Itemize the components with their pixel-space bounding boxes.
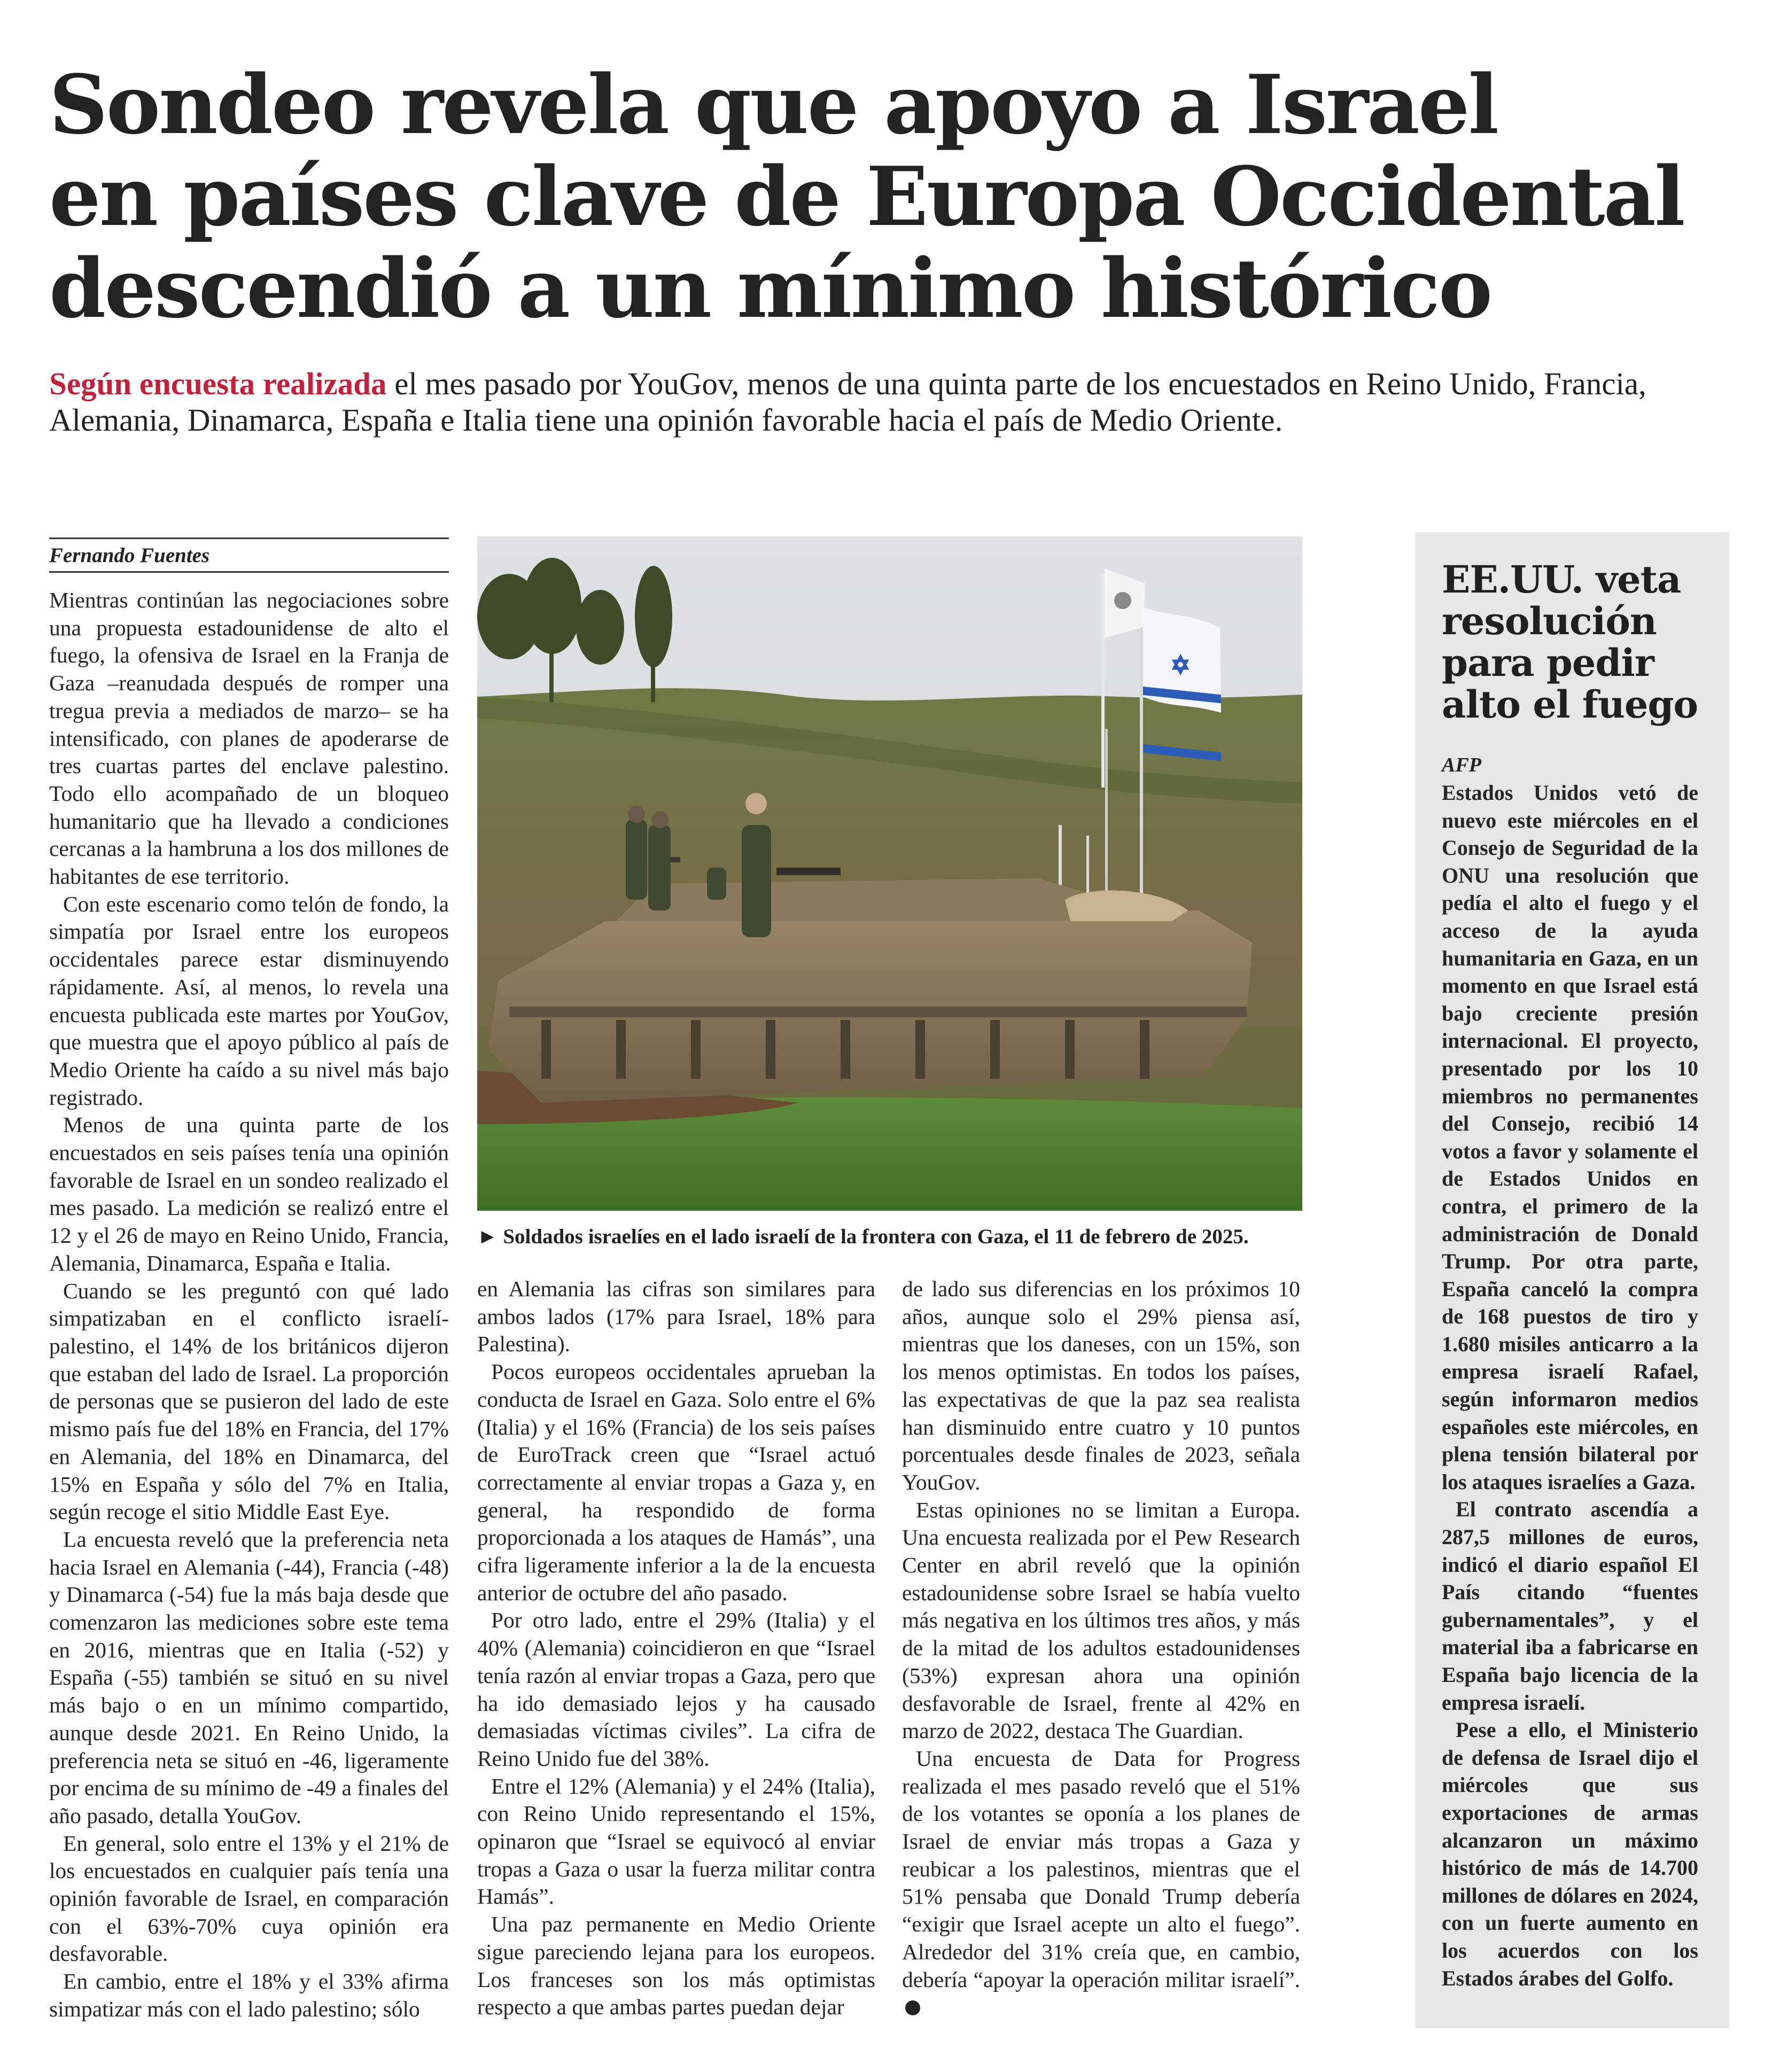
paragraph: Cuando se les preguntó con qué lado simpatizaban en el conflicto israelí-palestino, el 14% de los británicos dijeron que estaban del lado de Israel. La proporción de personas que se pusieron del lado de este mismo país fue del 18% en Francia, del 17% en Alemania, del 18% en Dinamarca, del 15% en España y sólo del 7% en Italia, según recoge el sitio Middle East Eye. [49,1278,449,1524]
paragraph: Estas opiniones no se limitan a Europa. Una encuesta realizada por el Pew Research Center en abril reveló que la opinión estadounidense sobre Israel se había vuelto más negativa en los últimos tres años, y más de la mitad de los adultos estadounidenses (53%) expresan ahora una opinión desfavorable de Israel, frente al 42% en marzo de 2022, destaca The Guardian. [902,1497,1300,1743]
sidebar-paragraph: Pese a ello, el Ministerio de defensa de Israel dijo el miércoles que sus exportaciones de armas alcanzaron un máximo histórico de más de 14.700 millones de dólares en 2024, con un fuerte aumento en los acuerdos con los Estados árabes del Golfo. [1442,1718,1698,1990]
author-byline: Fernando Fuentes [49,544,210,567]
paragraph: En general, solo entre el 13% y el 21% de los encuestados en cualquier país tenía una opinión favorable de Israel, en comparación con el 63%-70% cuya opinión era desfavorable. [49,1830,449,1966]
paragraph: Menos de una quinta parte de los encuestados en seis países tenía una opinión favorable de Israel en un sondeo realizado el mes pasado. La medición se realizó entre el 12 y el 26 de mayo en Reino Unido, Francia, Alemania, Dinamarca, España e Italia. [49,1112,449,1275]
sidebar-paragraph: Estados Unidos vetó de nuevo este miércoles en el Consejo de Seguridad de la ONU una resolución que pedía el alto el fuego y el acceso de la ayuda humanitaria en Gaza, en un momento en que Israel está bajo creciente presión internacional. El proyecto, presentado por los 10 miembros no permanentes del Consejo, recibió 14 votos a favor y solamente el de Estados Unidos en contra, el primero de la administración de Donald Trump. Por otra parte, España canceló la compra de 168 puestos de tiro y 1.680 misiles anticarro a la empresa israelí Rafael, según informaron medios españoles este miércoles, en plena tensión bilateral por los ataques israelíes a Gaza. [1442,781,1698,1494]
caption-marker: ► [477,1225,498,1248]
photo-caption [477,1224,1311,1250]
article-column-2 [477,1275,875,2021]
paragraph: Mientras continúan las negociaciones sobre una propuesta estadounidense de alto el fuego, la ofensiva de Israel en la Franja de Gaza –reanudada después de romper una tregua previa a mediados de marzo– se ha intensificado, con planes de apoderarse de tres cuartas partes del enclave palestino. Todo ello acompañado de un bloqueo humanitario que ha llevado a condiciones cercanas a la hambruna a los dos millones de habitantes de ese territorio. [49,588,449,889]
caption-text: Soldados israelíes en el lado israelí de la frontera con Gaza, el 11 de febrero de 2025. [503,1225,1249,1248]
subheadline [49,365,1684,438]
byline-rule [49,538,449,573]
paragraph: Una paz permanente en Medio Oriente sigue pareciendo lejana para los europeos. Los franceses son los más optimistas respecto a que ambas partes puedan dejar [477,1912,875,2020]
sidebar-paragraph: El contrato ascendía a 287,5 millones de euros, indicó el diario español El País citando “fuentes gubernamentales”, y el material iba a fabricarse en España bajo licencia de la empresa israelí. [1442,1497,1698,1715]
subheadline-lead: Según encuesta realizada [49,366,387,401]
headline-line-1: Sondeo revela que apoyo a Israel [49,57,1498,152]
paragraph-final-text: Una encuesta de Data for Progress realizada el mes pasado reveló que el 51% de los votantes se oponía a los planes de Israel de enviar más tropas a Gaza y reubicar a los palestinos, mientras que el 51% pensaba que Donald Trump debería “exigir que Israel acepte un alto el fuego”. Alrededor del 31% creía que, en cambio, debería “apoyar la operación militar israelí”. [902,1746,1300,1992]
headline-line-2: en países clave de Europa Occidental [49,149,1684,244]
news-photo-tank-soldiers [477,536,1302,1211]
paragraph: Entre el 12% (Alemania) y el 24% (Italia), con Reino Unido representando el 15%, opinaron que “Israel se equivocó al enviar tropas a Gaza o usar la fuerza militar contra Hamás”. [477,1773,875,1909]
paragraph: La encuesta reveló que la preferencia neta hacia Israel en Alemania (-44), Francia (-48) y Dinamarca (-54) fue la más baja desde que comenzaron las mediciones sobre este tema en 2016, mientras que en Italia (-52) y España (-55) también se situó en su nivel más bajo o en un mínimo compartido, aunque desde 2021. En Reino Unido, la preferencia neta se situó en -46, ligeramente por encima de su mínimo de -49 a finales del año pasado, detalla YouGov. [49,1526,449,1828]
headline-line-3: descendió a un mínimo histórico [49,240,1491,336]
headline [49,59,1706,334]
paragraph: Con este escenario como telón de fondo, la simpatía por Israel entre los europeos occidentales parece estar disminuyendo rápidamente. Así, al menos, lo revela una encuesta publicada este martes por YouGov, que muestra que el apoyo público al país de Medio Oriente ha caído a su nivel más bajo registrado. [49,891,449,1110]
paragraph: en Alemania las cifras son similares para ambos lados (17% para Israel, 18% para Palestina). [477,1276,875,1357]
paragraph: Por otro lado, entre el 29% (Italia) y el 40% (Alemania) coincidieron en que “Israel tenía razón al enviar tropas a Gaza, pero que ha ido demasiado lejos y ha causado demasiadas víctimas civiles”. La cifra de Reino Unido fue del 38%. [477,1608,875,1771]
sidebar-title: EE.UU. veta resolución para pedir alto el fuego [1442,557,1698,727]
subheadline-text: el mes pasado por YouGov, menos de una quinta parte de los encuestados en Reino Unido, Francia, Alemania, Dinamarca, España e Italia tiene una opinión favorable hacia el país de Medio Oriente. [49,366,1646,438]
paragraph: En cambio, entre el 18% y el 33% afirma simpatizar más con el lado palestino; sólo [49,1969,449,2021]
end-of-article-icon [905,2000,920,2015]
article-column-3 [902,1275,1300,2021]
paragraph-final [902,1745,1300,2021]
sidebar-byline: AFP [1442,754,1481,776]
paragraph: de lado sus diferencias en los próximos 10 años, aunque solo el 29% piensa así, mientras que los daneses, con un 15%, son los menos optimistas. En todos los países, las expectativas de que la paz sea realista han disminuido entre cuatro y 10 puntos porcentuales desde finales de 2023, señala YouGov. [902,1276,1300,1494]
paragraph: Pocos europeos occidentales aprueban la conducta de Israel en Gaza. Solo entre el 6% (Italia) y el 16% (Francia) de los seis países de EuroTrack creen que “Israel actuó correctamente al enviar tropas a Gaza y, en general, ha respondido de forma proporcionada a los ataques de Hamás”, una cifra ligeramente inferior a la de la encuesta anterior de octubre del año pasado. [477,1359,875,1605]
article-column-1 [49,587,449,2023]
sidebar-body [1442,779,1698,1992]
